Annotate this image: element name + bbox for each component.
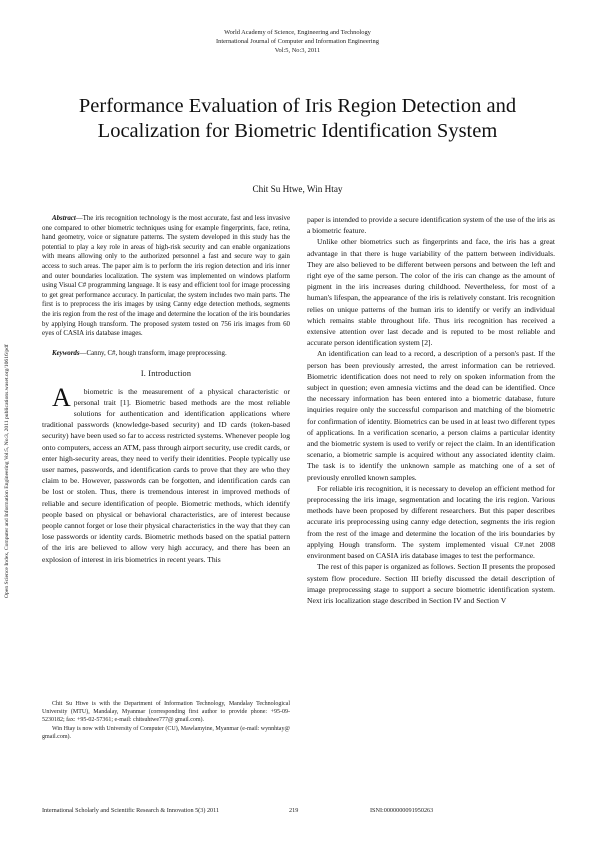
right-paragraph-2: An identification can lead to a record, a description of a person's past. If the person has been previously arrested, the arrest information can be retrieved. Biometric identification does not need to rely on spoken information from the subject in question; even amnesia victims and the dead can be identified. Once the necessary information has been entered into a biometric database, future inquiries require only the successful comparison and matching of the biometric for confirmation of identity. Biometrics can be used in at least two different types of applications. In a verification scenario, a person claims a particular identity and the biometric system is used to verify or reject the claim. In an identification scenario, a biometric sample is acquired without any associated identity claim. The task is to identify the unknown sample as matching one of a set of previously enrolled known samples. xyxy=(307,349,555,482)
keywords-label: Keywords xyxy=(52,349,80,357)
abstract-text: —The iris recognition technology is the most accurate, fast and less invasive one compared to other biometric techniques using for example fingerprints, face, retina, hand geometry, voice or signature patterns. The system developed in this study has the potential to play a key role in areas of high-risk security and can enable organizations with means allowing only to the authorized personnel a fast and secure way to gain access to such areas. The paper aim is to perform the iris region detection and iris inner and outer boundaries localization. The system was implemented on windows platform using Visual C# programming language. It is easy and efficient tool for image processing to get great performance accuracy. In particular, the system includes two main parts. The first is to preprocess the iris images by using Canny edge detection methods, segments the iris region from the rest of the image and determine the location of the iris boundaries by applying Hough transform. The proposed system tested on 756 iris images from 60 eyes of CASIA iris database images. xyxy=(42,215,290,338)
right-paragraph-1: Unlike other biometrics such as fingerprints and face, the iris has a great advantage in that there is huge variability of the pattern between individuals. They are also believed to be different between persons and between the left and right eye of the same person. The color of the iris can change as the amount of pigment in the iris increases during childhood. Nevertheless, for most of a human's lifespan, the appearance of the iris is relatively constant. Iris recognition relies on unique patterns of the human iris to identify or verify an individual which remains stable throughout life. Thus iris recognition has received a extensive attention over last decade and is reputed to be most reliable and accurate person identification system [2]. xyxy=(307,237,555,348)
keywords-text: —Canny, C#, hough transform, image preprocessing. xyxy=(79,349,227,357)
intro-paragraph-text: biometric is the measurement of a physical characteristic or personal trait [1]. Biometric based methods are the most reliable solutions for authentication and identification applications where traditional passwords (knowledge-based security) and ID cards (token-based security) have been used so far to access restricted systems. Whenever people log onto computers, access an ATM, pass through airport security, use credit cards, or enter high-security areas, they need to verify their identities. People typically use user names, passwords, and identification cards to prove that they are who they claim to be. However, passwords can be forgotten, and identification cards can be lost or stolen. Thus, there is tremendous interest in improved methods of reliable and secure identification of people. Biometric methods, which identify people based on physical or behavioral characteristics, are of interest because people cannot forget or lose their physical characteristics in the way that they can lose passwords or identity cards. Biometric methods based on the spatial pattern of the iris are believed to allow very high accuracy, and there has been an explosion of interest in iris biometrics in recent years. This xyxy=(42,386,290,564)
paper-authors: Chit Su Htwe, Win Htay xyxy=(252,184,343,194)
footer-page-number: 219 xyxy=(289,807,299,814)
footer-isni: ISNI:0000000091950263 xyxy=(370,807,434,814)
right-column xyxy=(307,214,555,804)
dropcap: A xyxy=(52,382,71,412)
footnote-author-1: Chit Su Htwe is with the Department of Information Technology, Mandalay Technological University (MTU), Mandalay, Myanmar (corresponding first author to provide phone: +95-09-5230182; fax: +95-02-57361; e-mail: chitsuhtwe777@ gmail.com). xyxy=(42,701,290,724)
footer-publisher: International Scholarly and Scientific Research & Innovation 5(3) 2011 xyxy=(42,807,220,814)
right-paragraph-0: paper is intended to provide a secure identification system of the use of the iris as a biometric feature. xyxy=(307,215,555,236)
journal-header-line-1: World Academy of Science, Engineering and Technology xyxy=(224,29,371,36)
right-paragraph-4: The rest of this paper is organized as follows. Section II presents the proposed system flow procedure. Section III briefly discussed the detail description of image preprocessing stage to support a secure biometric identification system. Next iris localization stage described in Section IV and Section V xyxy=(307,562,555,605)
side-note: Open Science Index, Computer and Information Engineering Vol:5, No:3, 2011 publications.waset.org/10616/pdf xyxy=(4,344,10,598)
intro-paragraph xyxy=(42,382,290,565)
right-paragraph-3: For reliable iris recognition, it is necessary to develop an efficient method for preprocessing the iris image, segmentation and locating the iris region. Various methods have been proposed by different researchers. But this paper describes accurate iris preprocessing using canny edge detection, segments the iris region from the rest of the image and determine the location of the iris boundaries by applying Hough transform. The system implemented visual C#.net 2008 environment based on CASIA iris database images to test the performance. xyxy=(307,483,555,561)
abstract-label: Abstract xyxy=(52,215,76,222)
keywords xyxy=(42,349,290,359)
paper-title: Performance Evaluation of Iris Region Detection and Localization for Biometric Identification System xyxy=(78,95,517,142)
journal-header-line-3: Vol:5, No:3, 2011 xyxy=(274,47,321,54)
section-heading-introduction: I. Introduction xyxy=(140,369,192,379)
footnote-author-2: Win Htay is now with University of Computer (CU), Mawlamyine, Myanmar (e-mail: wynnhtay@ gmail.com). xyxy=(42,725,290,740)
author-footnote xyxy=(42,700,290,741)
journal-header xyxy=(0,28,595,55)
abstract xyxy=(42,214,290,339)
journal-header-line-2: International Journal of Computer and Information Engineering xyxy=(216,38,379,45)
